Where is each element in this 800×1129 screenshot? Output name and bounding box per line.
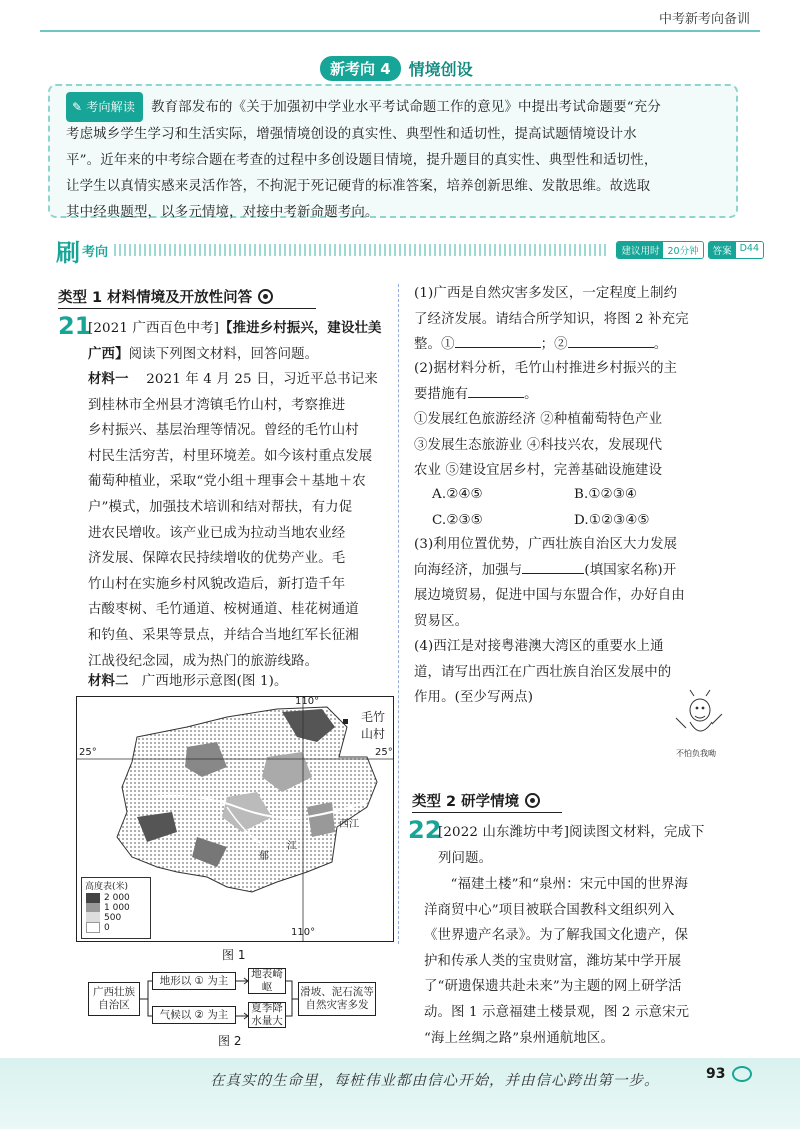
q1-line: (1)广西是自然灾害多发区，一定程度上制约 xyxy=(414,286,678,301)
material1-line: 葡萄种植业，采取“党小组＋理事会＋基地＋农 xyxy=(88,474,366,490)
type2-underline xyxy=(412,812,562,813)
legend-value: 500 xyxy=(104,913,122,923)
choice-a[interactable]: A.②④⑤ xyxy=(432,487,483,502)
q21-part1 xyxy=(414,281,754,358)
cartoon-caption: 不怕负我呦 xyxy=(676,749,716,758)
time-value: 20分钟 xyxy=(663,242,702,258)
practice-bar xyxy=(56,236,764,267)
q22-body-line: “海上丝绸之路”泉州通航地区。 xyxy=(424,1030,615,1046)
footer-motto: 在真实的生命里，每桩伟业都由信心开始，并由信心跨出第一步。 xyxy=(210,1073,660,1089)
intro-line: 其中经典题型，以多元情境，对接中考新命题考向。 xyxy=(66,205,379,220)
intro-label xyxy=(66,92,143,122)
q2-option-line: ①发展红色旅游经济 ②种植葡萄特色产业 xyxy=(414,412,663,428)
cartoon-character xyxy=(668,688,728,744)
river-label: 西江 xyxy=(339,819,359,830)
dotted-rule xyxy=(114,244,606,256)
pen-icon: ✎ xyxy=(72,100,83,114)
lat-label-right: 25° xyxy=(375,747,393,758)
intro-label-text: 考向解读 xyxy=(86,100,136,114)
flow-node-terrain: 地形以 ① 为主 xyxy=(152,972,236,990)
choice-d[interactable]: D.①②③④⑤ xyxy=(574,512,650,528)
material1-line: 村民生活穷苦，村里环境差。如今该村重点发展 xyxy=(88,448,373,464)
q21-intro xyxy=(88,316,393,367)
target-icon xyxy=(258,289,273,304)
material1-line: 到桂林市全州县才湾镇毛竹山村，考察推进 xyxy=(88,397,346,413)
answer-blank-1[interactable] xyxy=(455,347,541,348)
q22-body-line: 动。图 1 示意福建土楼景观，图 2 示意宋元 xyxy=(424,1004,690,1020)
q2-option-line: 农业 ⑤建设宜居乡村，完善基础设施建设 xyxy=(414,463,663,479)
question-number: 21 xyxy=(58,312,92,340)
q2-option-line: ③发展生态旅游业 ④科技兴农，发展现代 xyxy=(414,437,663,453)
material1-line: 乡村振兴、基层治理等情况。曾经的毛竹山村 xyxy=(88,423,359,439)
q3-line: 向海经济，加强与 xyxy=(414,562,523,578)
legend-title: 高度表(米) xyxy=(85,882,129,892)
legend-value: 0 xyxy=(104,923,110,933)
material1-line: 和钓鱼、采果等景点，并结合当地红军长征湘 xyxy=(88,627,359,643)
type2-title: 类型 2 研学情境 xyxy=(412,794,520,810)
section-title xyxy=(320,56,473,81)
q2-tail-end: 。 xyxy=(524,386,538,402)
q22-intro xyxy=(438,820,758,871)
q1-blank-label: 整。① xyxy=(414,337,455,353)
q1-line: 了经济发展。请结合所学知识，将图 2 补充完 xyxy=(414,311,689,327)
material2-label: 材料二 xyxy=(88,674,129,689)
type1-heading xyxy=(58,286,279,307)
q2-tail: 要措施有 xyxy=(414,386,469,402)
flow-node-guangxi: 广西壮族自治区 xyxy=(88,982,140,1016)
q22-tail: 阅读图文材料，完成下 xyxy=(569,825,705,840)
q4-line: (4)西江是对接粤港澳大湾区的重要水上通 xyxy=(414,639,664,654)
village-marker xyxy=(343,719,348,724)
section-title-text: 情境创设 xyxy=(408,60,473,79)
choice-b[interactable]: B.①②③④ xyxy=(574,487,638,502)
q22-source: [2022 山东潍坊中考] xyxy=(438,825,570,840)
flow-node-climate: 气候以 ② 为主 xyxy=(152,1006,236,1024)
material1-line: 户”模式，加强技术培训和结对帮扶，有力促 xyxy=(88,499,353,515)
type2-heading xyxy=(412,790,546,811)
elevation-legend xyxy=(81,877,151,939)
figure2-caption: 图 2 xyxy=(218,1034,242,1048)
header-divider xyxy=(40,30,760,32)
answer-badge xyxy=(708,241,764,259)
q3-line: 展边境贸易，促进中国与东盟合作，办好自由 xyxy=(414,588,685,604)
target-icon xyxy=(525,793,540,808)
q21-intro-tail: 阅读下列图文材料，回答问题。 xyxy=(128,346,319,362)
q22-body-line: 护和传承人类的宝贵财富，潍坊某中学开展 xyxy=(424,953,682,969)
q3-line: (3)利用位置优势，广西壮族自治区大力发展 xyxy=(414,537,678,552)
q3-line: 贸易区。 xyxy=(414,613,469,629)
intro-line: 平”。近年来的中考综合题在考查的过程中多创设题目情境，提升题目的真实性、典型性和适切性， xyxy=(66,153,658,168)
lon-label-bottom: 110° xyxy=(291,927,316,938)
q21-topic-cont: 广西】 xyxy=(88,345,129,362)
q2-line: (2)据材料分析，毛竹山村推进乡村振兴的主 xyxy=(414,361,678,376)
answer-key: 答案 xyxy=(709,242,736,258)
q1-blank-label: ；② xyxy=(540,337,568,353)
material1-line: 济发展、保障农民持续增收的优势产业。毛 xyxy=(88,551,346,567)
q21-material2 xyxy=(88,669,393,695)
material1-line: 江战役纪念园，成为热门的旅游线路。 xyxy=(88,653,319,669)
lat-label-left: 25° xyxy=(79,747,97,758)
flow-node-rain: 夏季降水量大 xyxy=(248,1002,286,1028)
q21-topic: 【推进乡村振兴，建设壮美 xyxy=(219,320,382,336)
guangxi-terrain-map xyxy=(76,696,394,942)
material2-text: 广西地形示意图(图 1)。 xyxy=(141,674,288,689)
answer-blank-4[interactable] xyxy=(522,573,584,574)
figure1-caption: 图 1 xyxy=(222,948,246,962)
q1-end: 。 xyxy=(653,337,668,353)
intro-box xyxy=(48,84,738,218)
material1-line: 2021 年 4 月 25 日，习近平总书记来 xyxy=(146,372,378,387)
place-label: 毛竹山村 xyxy=(361,710,386,741)
section-pill: 新考向 4 xyxy=(320,56,401,81)
material1-line: 古酸枣树、毛竹通道、桉树通道、桂花树通道 xyxy=(88,602,359,618)
q4-line: 道，请写出西江在广西壮族自治区发展中的 xyxy=(414,664,672,680)
flow-node-disasters: 滑坡、泥石流等自然灾害多发 xyxy=(298,982,376,1016)
flow-node-rugged: 地表崎岖 xyxy=(248,968,286,994)
question-number: 22 xyxy=(408,816,442,844)
answer-blank-2[interactable] xyxy=(568,347,654,348)
time-badge xyxy=(616,241,703,259)
q22-body-line: 了“研遗保遗共赴未来”为主题的网上研学活 xyxy=(424,979,682,995)
intro-line: 让学生以真情实感来灵活作答，不拘泥于死记硬背的标准答案，培养创新思维、发散思维。故选取 xyxy=(66,179,651,194)
type1-underline xyxy=(58,308,316,309)
column-divider xyxy=(398,284,399,944)
q22-line2: 列问题。 xyxy=(438,850,493,866)
material1-line: 进农民增收。该产业已成为拉动当地农业经 xyxy=(88,525,346,541)
q21-source: [2021 广西百色中考] xyxy=(88,321,220,336)
q21-part2 xyxy=(414,356,754,484)
page-number: 93 xyxy=(706,1066,726,1082)
river-char: 江 xyxy=(287,841,297,852)
q22-body-line: 洋商贸中心”项目被联合国教科文组织列入 xyxy=(424,902,675,918)
q3-line: (填国家名称)开 xyxy=(584,562,677,578)
q22-body-line: “福建土楼”和“泉州：宋元中国的世界海 xyxy=(450,877,689,892)
intro-line: 考虑城乡学生学习和生活实际，增强情境创设的真实性、典型性和适切性，提高试题情境设计水 xyxy=(66,127,637,142)
q21-material1 xyxy=(88,367,393,674)
header-tag: 中考新考向备训 xyxy=(658,12,750,27)
material1-label: 材料一 xyxy=(88,372,129,387)
lon-label-top: 110° xyxy=(295,696,320,707)
river-char: 郁 xyxy=(259,851,269,862)
time-key: 建议用时 xyxy=(617,242,663,258)
intro-line: 教育部发布的《关于加强初中学业水平考试命题工作的意见》中提出考试命题要“充分 xyxy=(151,100,661,115)
type1-title: 类型 1 材料情境及开放性问答 xyxy=(58,290,253,306)
q22-body xyxy=(424,872,760,1051)
material1-line: 竹山村在实施乡村风貌改造后，新打造千年 xyxy=(88,576,346,592)
flow-arrows xyxy=(138,965,308,1035)
answer-value: D44 xyxy=(736,242,763,258)
choice-c[interactable]: C.②③⑤ xyxy=(432,512,483,528)
legend-value: 1 000 xyxy=(104,903,130,913)
legend-value: 2 000 xyxy=(104,893,130,903)
answer-blank-3[interactable] xyxy=(468,397,524,398)
q22-body-line: 《世界遗产名录》。为了解我国文化遗产，保 xyxy=(424,928,689,944)
footer-logo-icon xyxy=(732,1066,752,1082)
q21-part3 xyxy=(414,532,754,634)
q4-line: 作用。(至少写两点) xyxy=(414,690,534,706)
highland-patch xyxy=(307,802,335,837)
shua-mark: 刷 xyxy=(56,238,80,267)
q21-choices xyxy=(432,482,732,533)
shua-sub: 考向 xyxy=(82,244,109,260)
